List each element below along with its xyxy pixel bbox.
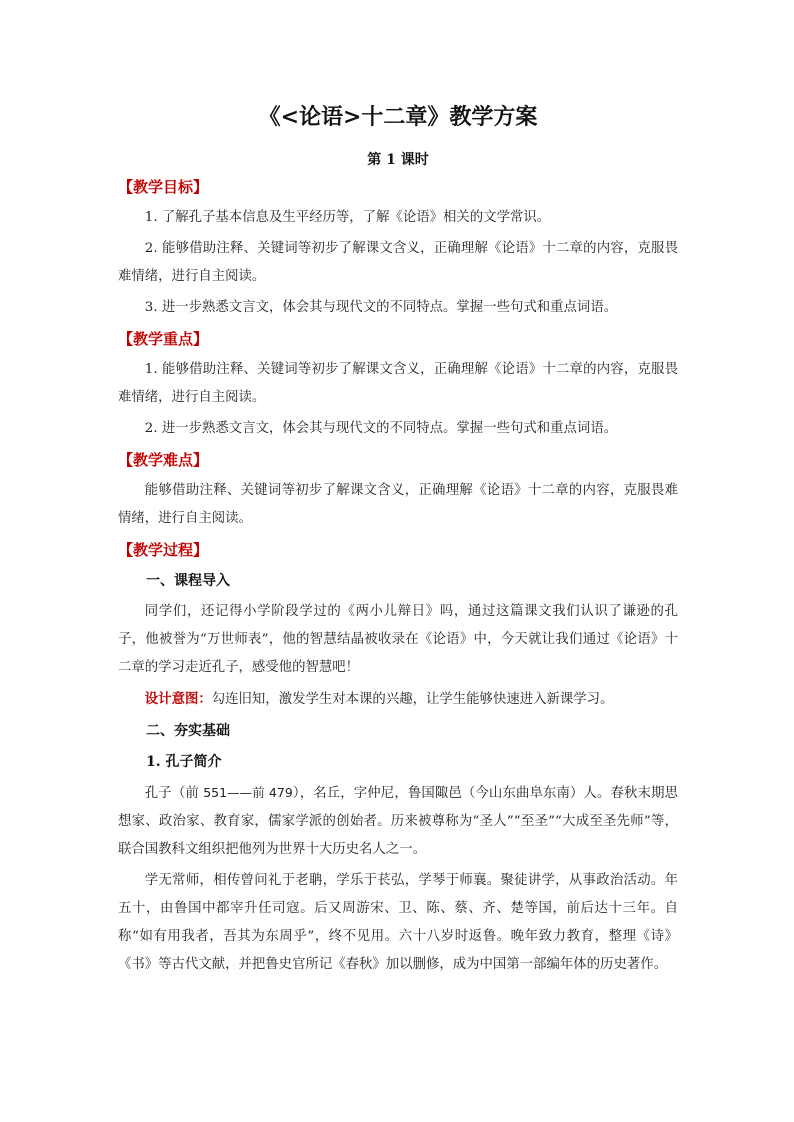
key-point-item: 2. 进一步熟悉文言文，体会其与现代文的不同特点。掌握一些句式和重点词语。 — [144, 421, 618, 436]
bio-paragraph-1 — [118, 779, 678, 864]
intro-text: 同学们，还记得小学阶段学过的《两小儿辩日》吗，通过这篇课文我们认识了谦逊的孔子，他被誉为“万世师表”，他的智慧结晶被收录在《论语》中，今天就让我们通过《论语》十二章的学习走近孔子，感受他的智慧吧！ — [118, 604, 678, 675]
lesson-period: 第 1 课时 — [367, 152, 429, 168]
bio-paragraph-2: 学无常师，相传曾问礼于老聃，学乐于苌弘，学琴于师襄。聚徒讲学，从事政治活动。年五十，由鲁国中都宰升任司寇。后又周游宋、卫、陈、蔡、齐、楚等国，前后达十三年。自称“如有用我者，吾其为东周乎”，终不见用。六十八岁时返鲁。晚年致力教育，整理《诗》《书》等古代文献，并把鲁史官所记《春秋》加以删修，成为中国第一部编年体的历史著作。 — [118, 873, 678, 972]
bio-post: ），名丘，字仲尼，鲁国陬邑（今山东曲阜东南）人。春秋末期思想家、政治家、教育家，儒家学派的创始者。历来被尊称为“圣人”“至圣”“大成至圣先师”等，联合国教科文组织把他列为世界十大历史名人之一。 — [118, 786, 678, 857]
objective-item: 1. 了解孔子基本信息及生平经历等，了解《论语》相关的文学常识。 — [144, 210, 551, 225]
objective-item: 2. 能够借助注释、关键词等初步了解课文含义，正确理解《论语》十二章的内容，克服畏难情绪，进行自主阅读。 — [118, 241, 678, 284]
objective-item: 3. 进一步熟悉文言文，体会其与现代文的不同特点。掌握一些句式和重点词语。 — [144, 300, 618, 315]
key-point-item: 1. 能够借助注释、关键词等初步了解课文含义，正确理解《论语》十二章的内容，克服畏难情绪，进行自主阅读。 — [118, 362, 678, 405]
document-title: 《<论语>十二章》教学方案 — [258, 104, 538, 130]
process-heading: 【教学过程】 — [118, 541, 209, 559]
design-intent-label: 设计意图： — [144, 691, 212, 707]
difficulties-heading: 【教学难点】 — [118, 451, 209, 469]
objectives-heading: 【教学目标】 — [118, 178, 209, 196]
foundation-heading: 二、夯实基础 — [146, 723, 230, 739]
bio-pre: 孔子（前 — [144, 786, 204, 801]
design-intent — [118, 685, 678, 714]
design-intent-text: 勾连旧知，激发学生对本课的兴趣，让学生能够快速进入新课学习。 — [211, 692, 614, 707]
key-points-heading: 【教学重点】 — [118, 330, 209, 348]
document-body — [118, 100, 678, 982]
bio-heading: 1. 孔子简介 — [146, 754, 222, 770]
bio-dates: 551——前 479 — [203, 785, 293, 800]
difficulty-text: 能够借助注释、关键词等初步了解课文含义，正确理解《论语》十二章的内容，克服畏难情绪，进行自主阅读。 — [118, 483, 678, 526]
intro-heading: 一、课程导入 — [146, 573, 230, 589]
